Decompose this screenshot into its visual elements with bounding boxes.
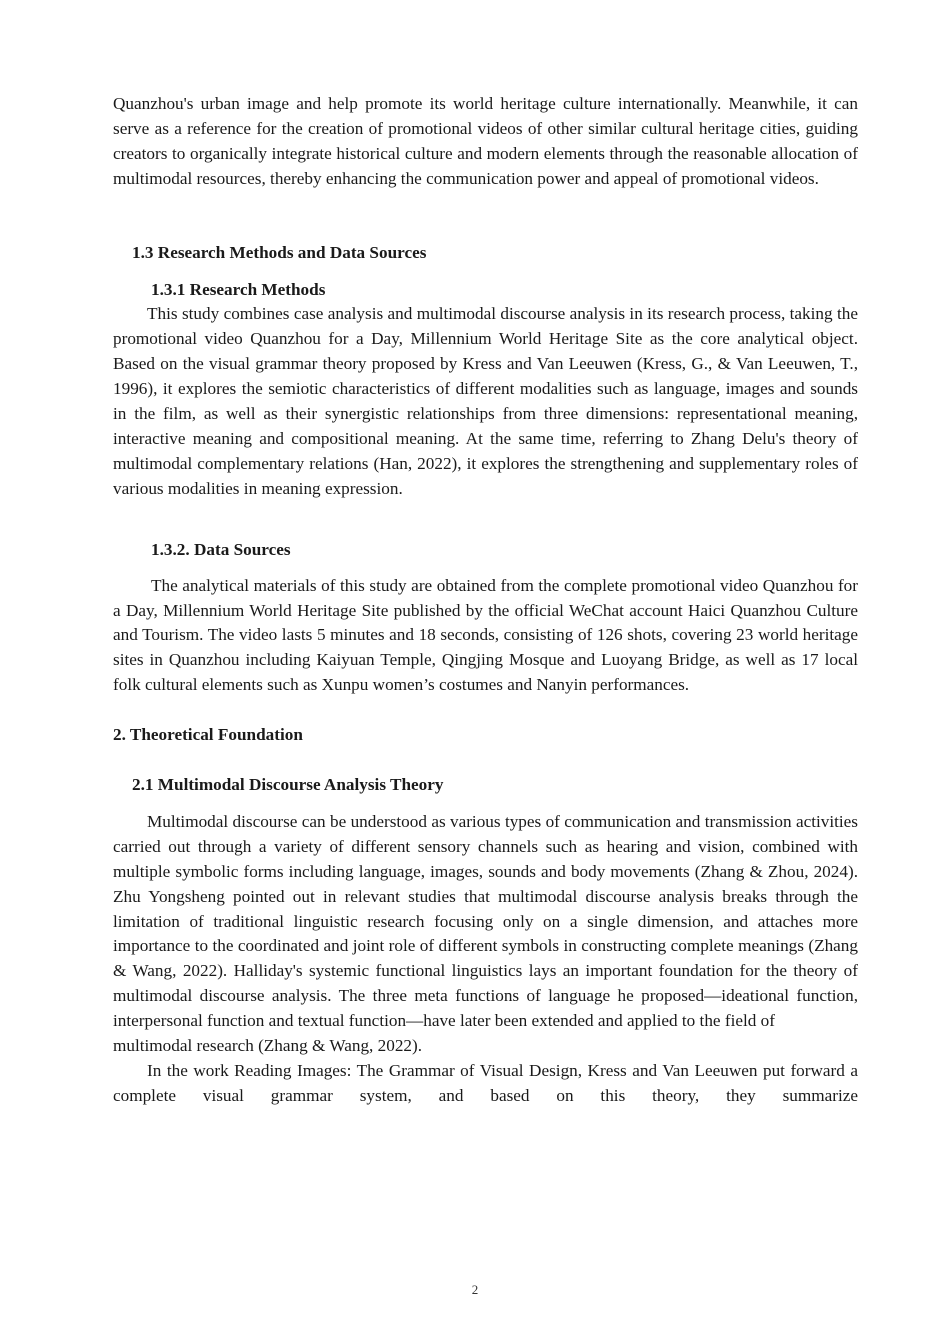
heading-1-3-1: 1.3.1 Research Methods [151, 279, 326, 299]
paragraph-mda-theory-1: Multimodal discourse can be understood as various types of communication and transmission activities carried out through a variety of different sensory channels such as hearing and vision, combined with multiple symbolic forms including language, images, sounds and body movements (Zhang & Zhou, 2024). Zhu Yongsheng pointed out in relevant studies that multimodal discourse analysis breaks through the limitation of traditional linguistic research focusing only on a single dimension, and attaches more importance to the coordinated and joint role of different symbols in constructing complete meanings (Zhang & Wang, 2022). Halliday's systemic functional linguistics lays an important foundation for the theory of multimodal discourse analysis. The three meta functions of language he proposed—ideational function, interpersonal function and textual function—have later been extended and applied to the field of [113, 811, 858, 1031]
paragraph-mda-theory-2: In the work Reading Images: The Grammar of Visual Design, Kress and Van Leeuwen put forward a complete visual grammar system, and based on this theory, they summarize [113, 1061, 858, 1105]
heading-1-3: 1.3 Research Methods and Data Sources [132, 242, 427, 262]
paragraph-mda-theory-1-tail: multimodal research (Zhang & Wang, 2022). [113, 1036, 423, 1056]
paragraph-data-sources: The analytical materials of this study are obtained from the complete promotional video Quanzhou for a Day, Millennium World Heritage Site published by the official WeChat account Haici Quanzhou Culture and Tourism. The video lasts 5 minutes and 18 seconds, consisting of 126 shots, covering 23 world heritage sites in Quanzhou including Kaiyuan Temple, Qingjing Mosque and Luoyang Bridge, as well as 17 local folk cultural elements such as Xunpu women’s costumes and Nanyin performances. [113, 575, 858, 695]
heading-2-1: 2.1 Multimodal Discourse Analysis Theory [132, 775, 444, 795]
heading-1-3-2: 1.3.2. Data Sources [151, 539, 291, 559]
paragraph-intro-continued: Quanzhou's urban image and help promote its world heritage culture internationally. Meanwhile, it can serve as a reference for the creation of promotional videos of other similar cultural heritage cities, guiding creators to organically integrate historical culture and modern elements through the reasonable allocation of multimodal resources, thereby enhancing the communication power and appeal of promotional videos. [113, 94, 858, 188]
paragraph-research-methods: This study combines case analysis and multimodal discourse analysis in its research process, taking the promotional video Quanzhou for a Day, Millennium World Heritage Site as the core analytical object. Based on the visual grammar theory proposed by Kress and Van Leeuwen (Kress, G., & Van Leeuwen, T., 1996), it explores the semiotic characteristics of different modalities such as language, images and sounds in the film, as well as their synergistic relationships from three dimensions: representational meaning, interactive meaning and compositional meaning. At the same time, referring to Zhang Delu's theory of multimodal complementary relations (Han, 2022), it explores the strengthening and supplementary roles of various modalities in meaning expression. [113, 304, 858, 498]
heading-2: 2. Theoretical Foundation [113, 725, 303, 745]
page-number: 2 [471, 1282, 479, 1297]
page-body [113, 92, 858, 1109]
